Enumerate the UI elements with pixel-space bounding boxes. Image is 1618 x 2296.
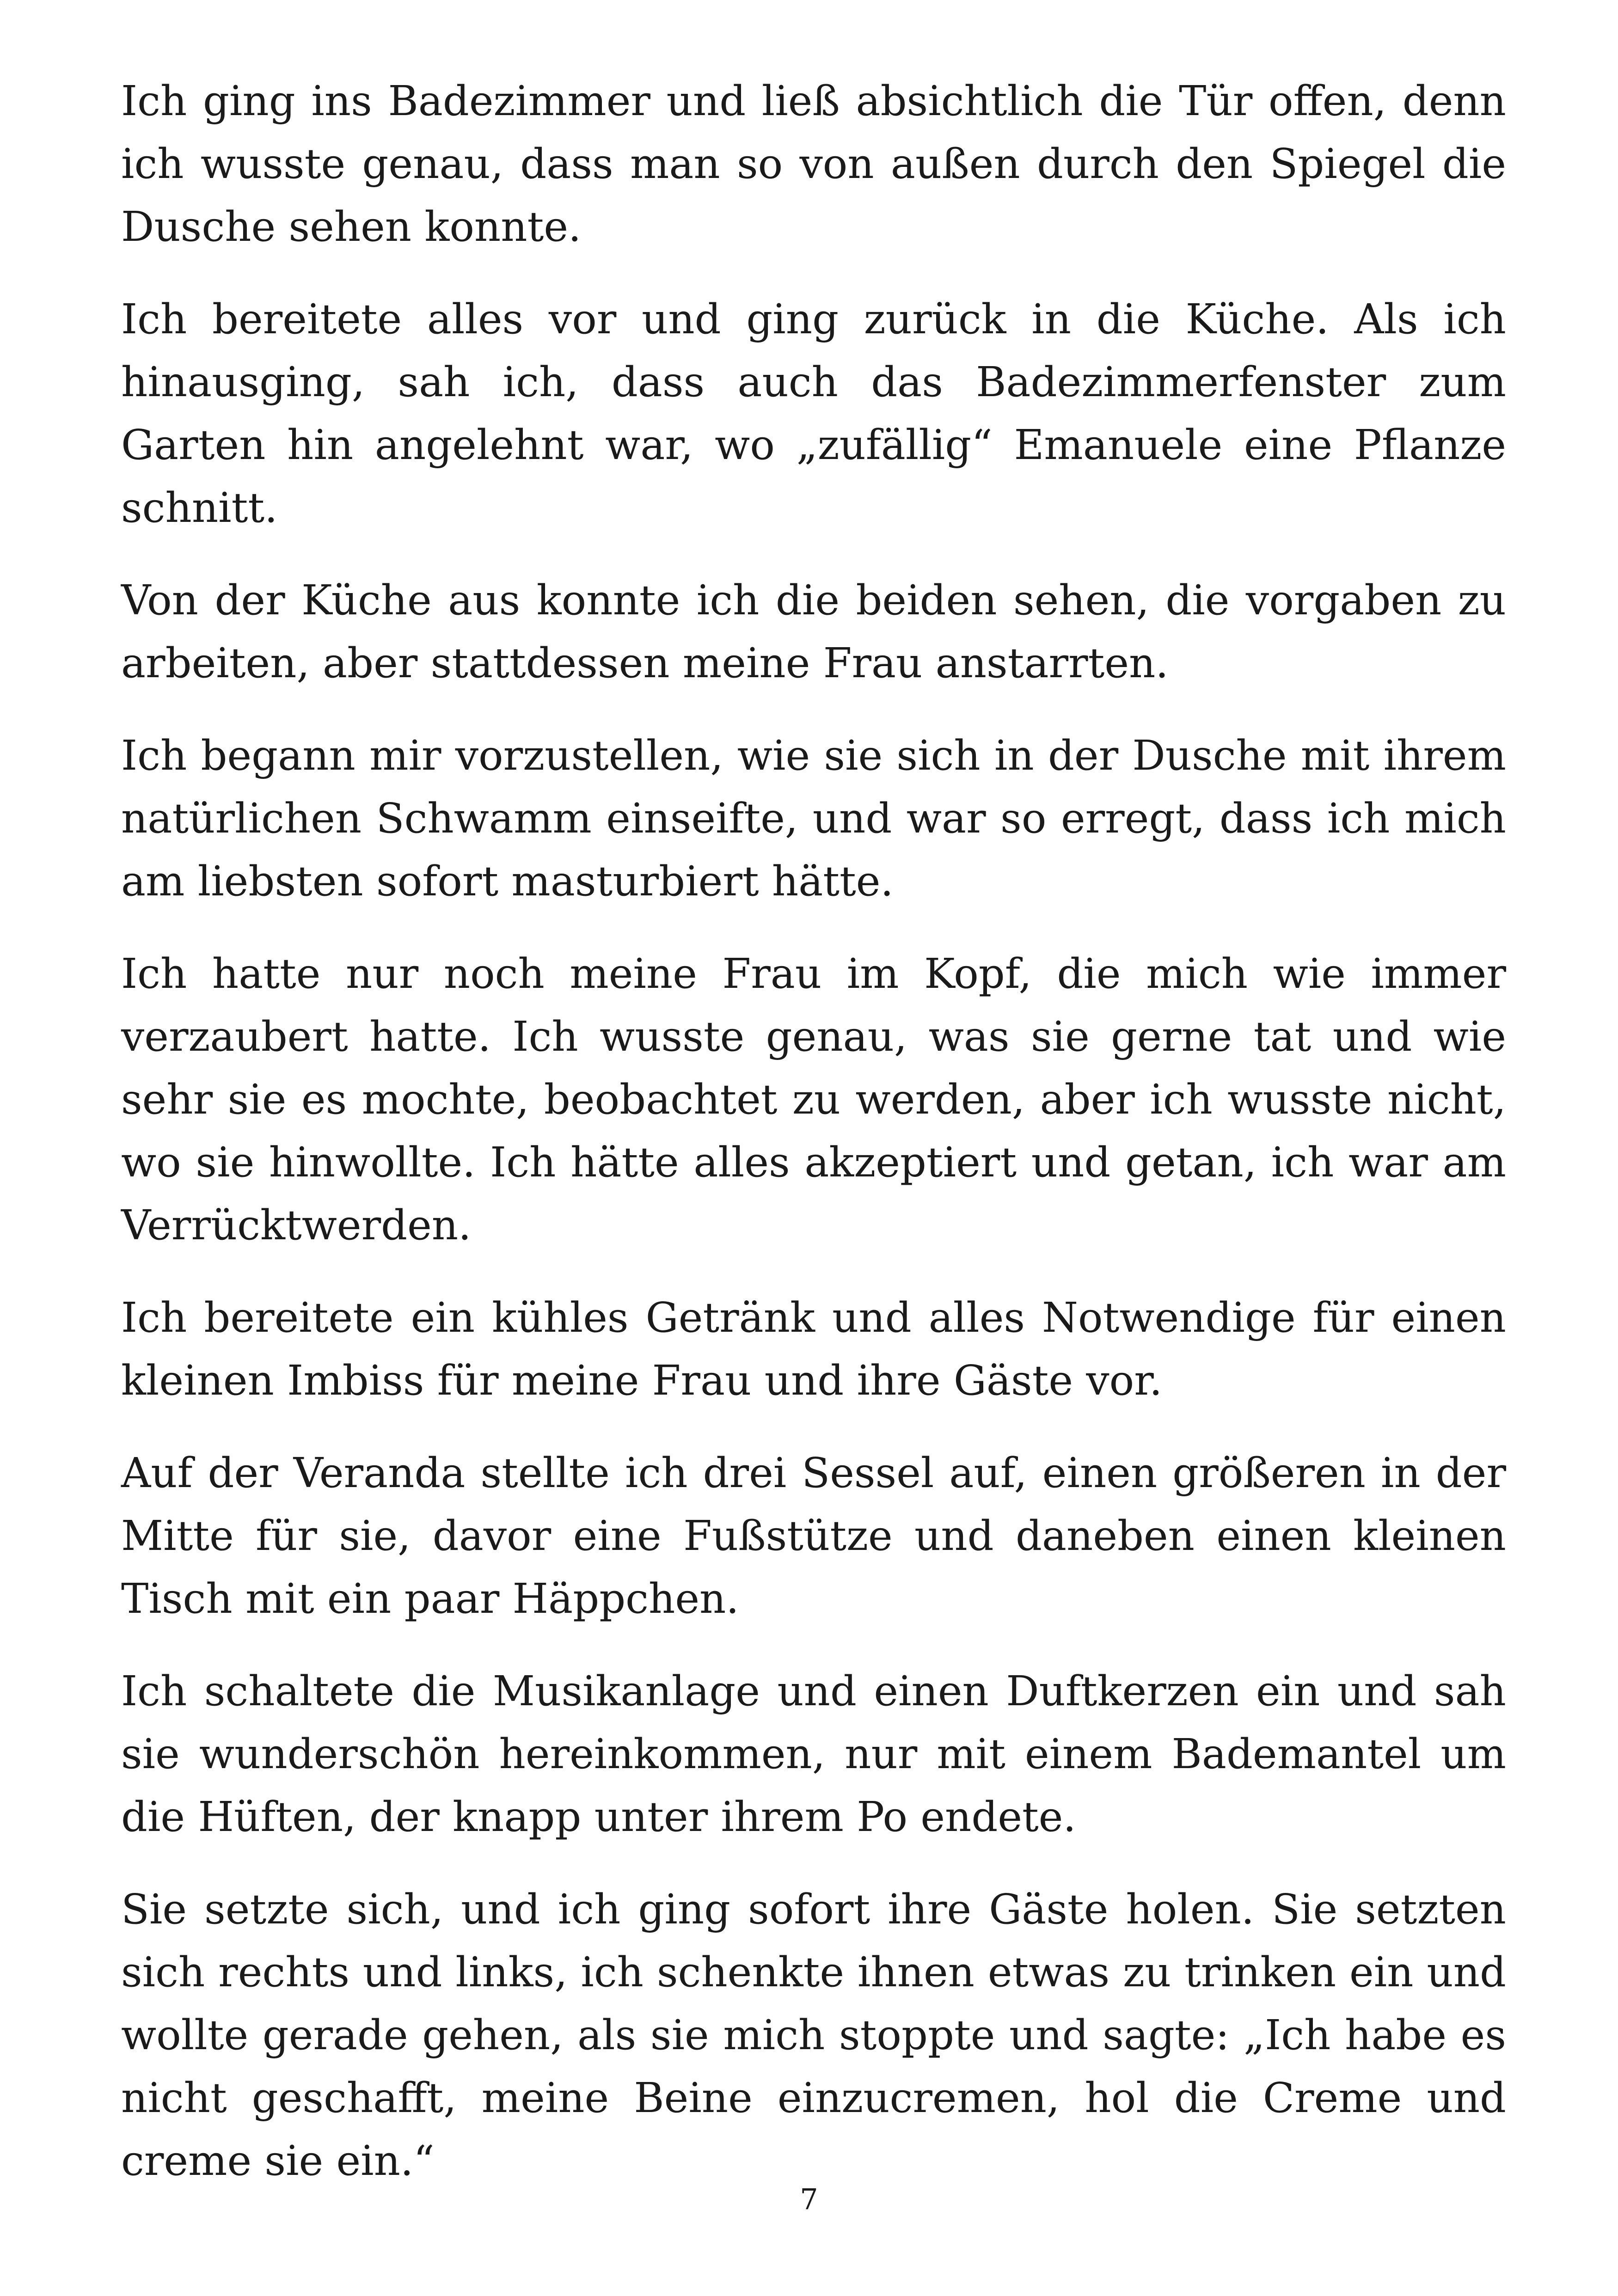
paragraph-8: Ich schaltete die Musikanlage und einen Duftkerzen ein und sah sie wunderschön hereinkommen, nur mit einem Bademantel um die Hüften, der knapp unter ihrem Po endete. (121, 1667, 1506, 1841)
paragraph-1: Ich ging ins Badezimmer und ließ absichtlich die Tür offen, denn ich wusste genau, dass man so von außen durch den Spiegel die Dusche sehen konnte. (121, 77, 1506, 251)
paragraph-5: Ich hatte nur noch meine Frau im Kopf, die mich wie immer verzaubert hatte. Ich wusste genau, was sie gerne tat und wie sehr sie es mochte, beobachtet zu werden, aber ich wusste nicht, wo sie hinwollte. Ich hätte alles akzeptiert und getan, ich war am Verrücktwerden. (121, 949, 1506, 1249)
paragraph-9: Sie setzte sich, und ich ging sofort ihre Gäste holen. Sie setzten sich rechts und links, ich schenkte ihnen etwas zu trinken ein und wollte gerade gehen, als sie mich stoppte und sagte: „Ich habe es nicht geschafft, meine Beine einzucremen, hol die Creme und creme sie ein.“ (121, 1885, 1506, 2185)
paragraph-4: Ich begann mir vorzustellen, wie sie sich in der Dusche mit ihrem natürlichen Schwamm einseifte, und war so erregt, dass ich mich am liebsten sofort masturbiert hätte. (121, 731, 1506, 905)
paragraph-3: Von der Küche aus konnte ich die beiden sehen, die vorgaben zu arbeiten, aber stattdessen meine Frau anstarrten. (121, 576, 1506, 687)
paragraph-6: Ich bereitete ein kühles Getränk und alles Notwendige für einen kleinen Imbiss für meine Frau und ihre Gäste vor. (121, 1293, 1506, 1404)
page-number: 7 (800, 2182, 818, 2216)
body-text (121, 69, 1506, 2222)
paragraph-2: Ich bereitete alles vor und ging zurück in die Küche. Als ich hinausging, sah ich, dass auch das Badezimmerfenster zum Garten hin angelehnt war, wo „zufällig“ Emanuele eine Pflanze schnitt. (121, 295, 1506, 532)
paragraph-7: Auf der Veranda stellte ich drei Sessel auf, einen größeren in der Mitte für sie, davor eine Fußstütze und daneben einen kleinen Tisch mit ein paar Häppchen. (121, 1449, 1506, 1623)
